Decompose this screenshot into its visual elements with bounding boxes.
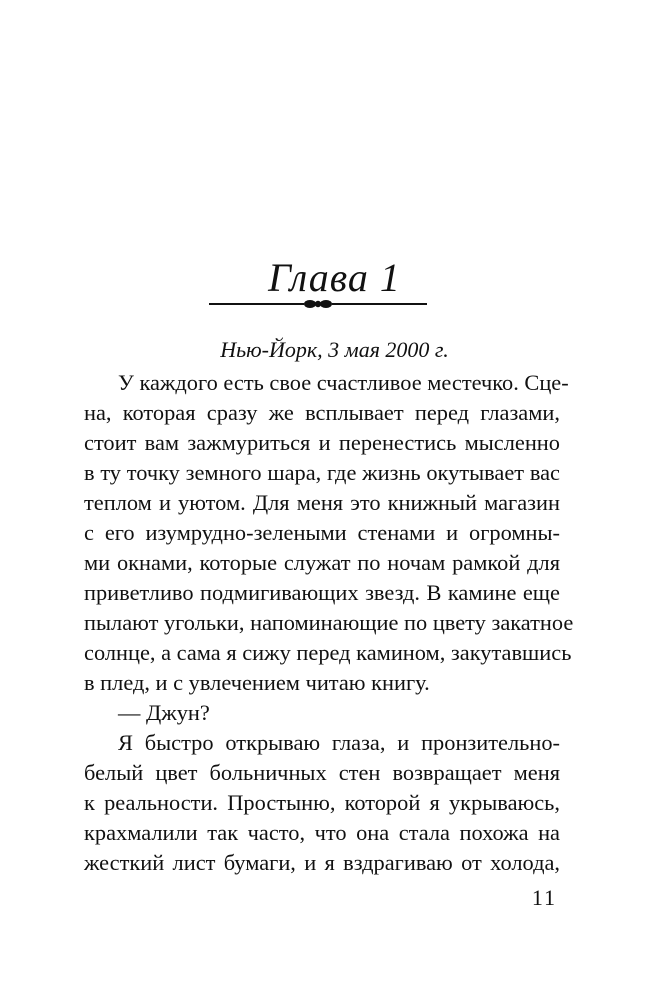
chapter-subtitle: Нью-Йорк, 3 мая 2000 г. [220, 337, 449, 362]
chapter-title: Глава 1 [268, 255, 401, 300]
text-line: с его изумрудно-зелеными стенами и огромны- [84, 520, 560, 545]
text-line: жесткий лист бумаги, и я вздрагиваю от холода, [84, 850, 560, 875]
text-line: к реальности. Простыню, которой я укрываюсь, [84, 790, 560, 815]
text-line: стоит вам зажмуриться и перенестись мысленно [84, 430, 560, 455]
text-line: в плед, и с увлечением читаю книгу. [84, 670, 430, 695]
divider-ornament [209, 297, 427, 311]
dialogue-line: — Джун? [118, 700, 210, 725]
text-line: пылают угольки, напоминающие по цвету закатное [84, 610, 574, 635]
body-text [84, 368, 574, 878]
text-line: Я быстро открываю глаза, и пронзительно- [118, 730, 560, 755]
text-line: белый цвет больничных стен возвращает меня [84, 760, 560, 785]
text-line: солнце, а сама я сижу перед камином, закутавшись [84, 640, 572, 665]
text-line: теплом и уютом. Для меня это книжный магазин [84, 490, 560, 515]
text-line: У каждого есть свое счастливое местечко. Сце- [118, 370, 569, 395]
text-line: в ту точку земного шара, где жизнь окутывает вас [84, 460, 560, 485]
text-line: ми окнами, которые служат по ночам рамкой для [84, 550, 560, 575]
text-line: крахмалили так часто, что она стала похожа на [84, 820, 560, 845]
text-line: приветливо подмигивающих звезд. В камине еще [84, 580, 560, 605]
text-line: на, которая сразу же всплывает перед глазами, [84, 400, 560, 425]
page-number: 11 [531, 885, 557, 910]
